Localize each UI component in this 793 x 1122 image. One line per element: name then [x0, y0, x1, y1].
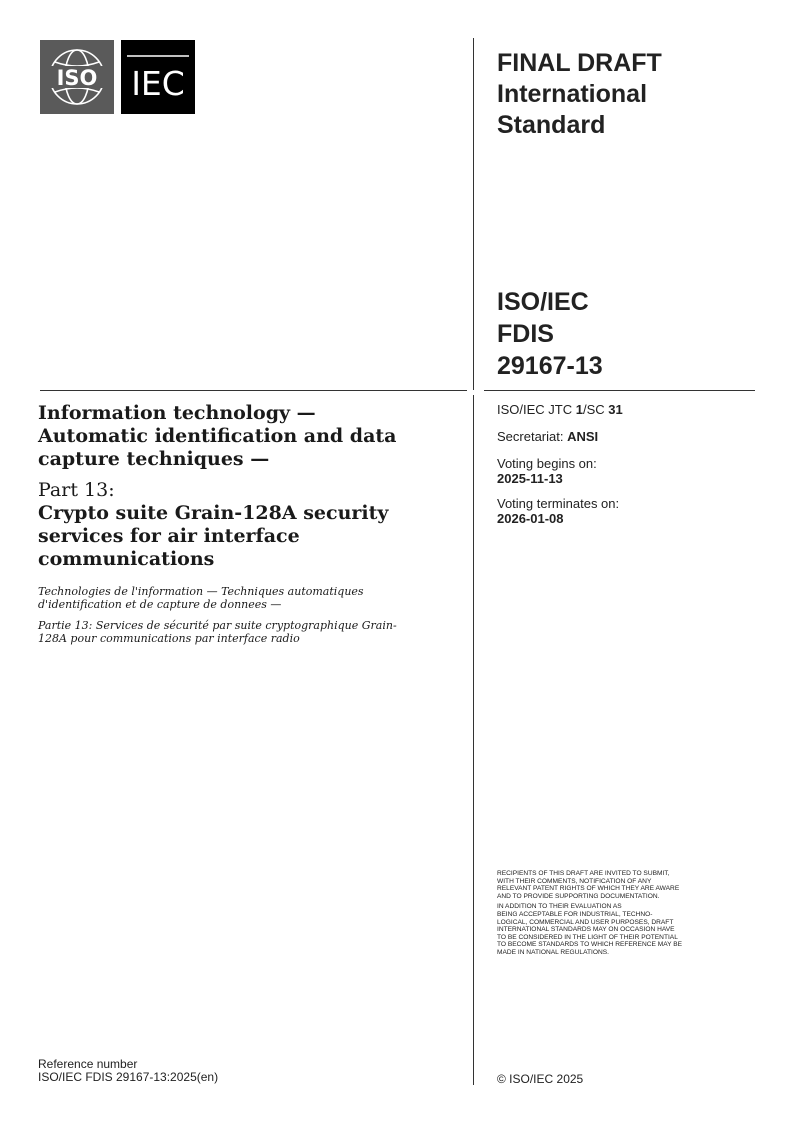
notice-paragraph-2: IN ADDITION TO THEIR EVALUATION AS BEING ACCEPTABLE FOR INDUSTRIAL, TECHNO- LOGICAL, COMMERCIAL AND USER PURPOSES, DRAFT INTERNATIONAL STANDARDS MAY ON OCCASION HAVE TO BE CONSIDERED IN THE LIGHT OF THEIR POTENTIAL TO BECOME STANDARDS TO WHICH REFERENCE MAY BE MADE IN NATIONAL REGULATIONS. — [497, 903, 683, 956]
voting-begins-date: 2025-11-13 — [497, 471, 563, 486]
horizontal-divider-left — [40, 390, 467, 391]
reference-number-label: Reference number — [38, 1057, 138, 1071]
french-title: Technologies de l'information — Techniques automatiques d'identification et de capture de donnees — — [38, 585, 364, 611]
document-status-heading — [497, 48, 662, 141]
vertical-divider-bottom — [473, 395, 474, 1085]
standard-number-id: 29167-13 — [497, 352, 603, 380]
standard-number-org: ISO/IEC — [497, 288, 589, 316]
iso-logo — [40, 40, 114, 114]
voting-terminates-date: 2026-01-08 — [497, 511, 564, 526]
document-metadata — [497, 402, 747, 538]
committee: ISO/IEC JTC 1/SC 31 — [497, 402, 623, 417]
status-line-standard: Standard — [497, 111, 606, 139]
iec-logo — [121, 40, 195, 114]
copyright-notice: © ISO/IEC 2025 — [497, 1072, 584, 1086]
svg-text:IEC: IEC — [131, 64, 185, 103]
document-title-block — [38, 402, 458, 645]
svg-text:ISO: ISO — [56, 66, 98, 90]
iec-emblem-icon — [121, 40, 195, 114]
iso-globe-icon — [40, 40, 114, 114]
vertical-divider-top — [473, 38, 474, 390]
reference-number-value: ISO/IEC FDIS 29167-13:2025(en) — [38, 1070, 219, 1084]
voting-begins: Voting begins on: 2025-11-13 — [497, 456, 747, 486]
horizontal-divider-right — [484, 390, 755, 391]
secretariat: Secretariat: ANSI — [497, 429, 599, 444]
standard-number-stage: FDIS — [497, 320, 554, 348]
standard-number — [497, 286, 603, 382]
recipient-notice — [497, 870, 749, 960]
status-line-final-draft: FINAL DRAFT — [497, 49, 662, 77]
part-label: Part 13: — [38, 479, 115, 501]
french-part-title: Partie 13: Services de sécurité par suite cryptographique Grain- 128A pour communications par interface radio — [38, 619, 397, 645]
status-line-international: International — [497, 80, 648, 108]
part-title: Crypto suite Grain-128A security services for air interface communications — [38, 502, 389, 570]
reference-number — [38, 1058, 218, 1084]
title-main: Information technology — Automatic identification and data capture techniques — — [38, 402, 397, 470]
voting-terminates: Voting terminates on: 2026-01-08 — [497, 496, 747, 526]
notice-paragraph-1: RECIPIENTS OF THIS DRAFT ARE INVITED TO SUBMIT, WITH THEIR COMMENTS, NOTIFICATION OF ANY RELEVANT PATENT RIGHTS OF WHICH THEY ARE AWARE AND TO PROVIDE SUPPORTING DOCUMENTATION. — [497, 870, 680, 900]
